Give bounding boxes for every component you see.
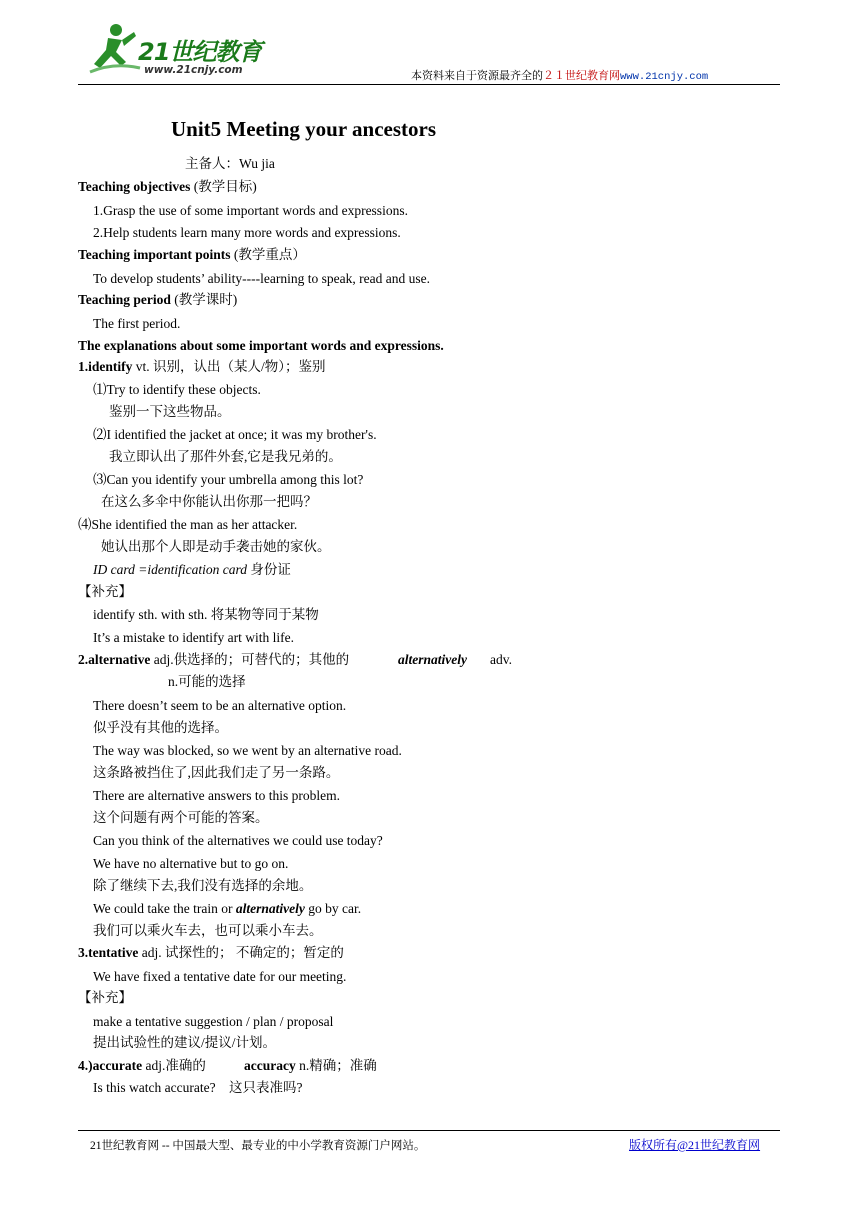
vocab-word: 3.tentative xyxy=(78,945,139,960)
vocab-definition-noun: n.可能的选择 xyxy=(168,674,246,689)
vocab-word: 1.identify xyxy=(78,359,133,374)
example-translation: 似乎没有其他的选择。 xyxy=(93,720,228,735)
vocab-derived-definition: n.精确；准确 xyxy=(295,1058,377,1073)
supplement-item: It’s a mistake to identify art with life. xyxy=(93,630,294,645)
supplement-label: 【补充】 xyxy=(78,584,132,599)
period-heading-en: Teaching period xyxy=(78,292,171,307)
example-sentence: There doesn’t seem to be an alternative option. xyxy=(93,698,347,713)
objectives-heading-en: Teaching objectives xyxy=(78,179,191,194)
example-sentence-part: go by car. xyxy=(304,901,362,916)
example-translation: 在这么多伞中你能认出你那一把吗？ xyxy=(101,494,317,509)
example-translation: 我立即认出了那件外套,它是我兄弟的。 xyxy=(109,449,342,464)
example-sentence: ⑶Can you identify your umbrella among this lot? xyxy=(93,472,364,487)
supplement-label: 【补充】 xyxy=(78,990,132,1005)
example-translation: 这条路被挡住了,因此我们走了另一条路。 xyxy=(93,765,340,780)
vocab-entry-accurate xyxy=(78,1057,206,1075)
important-points-heading-en: Teaching important points xyxy=(78,247,231,262)
vocab-entry-tentative xyxy=(78,944,344,962)
important-points-heading-cn: (教学重点） xyxy=(230,247,306,262)
vocab-entry-alternative xyxy=(78,651,349,669)
vocab-word: 4.)accurate xyxy=(78,1058,143,1073)
example-translation: 除了继续下去,我们没有选择的余地。 xyxy=(93,878,313,893)
example-sentence: There are alternative answers to this problem. xyxy=(93,788,341,803)
supplement-item: make a tentative suggestion / plan / proposal xyxy=(93,1014,334,1029)
objective-item: 2.Help students learn many more words and expressions. xyxy=(93,225,401,240)
header-note-url[interactable]: www.21cnjy.com xyxy=(620,71,709,83)
example-sentence xyxy=(93,900,361,918)
footer-copyright-link[interactable]: 版权所有@21世纪教育网 xyxy=(629,1138,761,1152)
objectives-heading-cn: (教学目标) xyxy=(190,179,257,194)
id-card-term: ID card =identification card xyxy=(93,562,247,577)
example-sentence: We have fixed a tentative date for our meeting. xyxy=(93,969,347,984)
vocab-definition: adj.准确的 xyxy=(142,1058,206,1073)
important-points-heading xyxy=(78,246,306,264)
example-sentence: We have no alternative but to go on. xyxy=(93,856,289,871)
period-heading-cn: (教学课时) xyxy=(170,292,238,307)
footer-text: 21世纪教育网 -- 中国最大型、最专业的中小学教育资源门户网站。 xyxy=(90,1140,426,1152)
example-sentence: Is this watch accurate? 这只表准吗? xyxy=(93,1080,303,1095)
important-points-text: To develop students’ ability----learning to speak, read and use. xyxy=(93,271,430,286)
runner-icon xyxy=(86,22,142,78)
example-sentence: Can you think of the alternatives we could use today? xyxy=(93,833,383,848)
vocab-entry-identify xyxy=(78,358,326,376)
header-note xyxy=(411,69,708,84)
page-title: Unit5 Meeting your ancestors xyxy=(171,117,436,141)
example-sentence: The way was blocked, so we went by an alternative road. xyxy=(93,743,402,758)
explanations-heading: The explanations about some important words and expressions. xyxy=(78,338,444,353)
logo-brand-text: 21世纪教育 xyxy=(138,38,262,66)
vocab-derived-pos: adv. xyxy=(490,652,512,667)
example-translation: 这个问题有两个可能的答案。 xyxy=(93,810,269,825)
supplement-item: identify sth. with sth. 将某物等同于某物 xyxy=(93,607,319,622)
logo-url-text: www.21cnjy.com xyxy=(144,64,243,76)
vocab-word: 2.alternative xyxy=(78,652,151,667)
objective-item: 1.Grasp the use of some important words and expressions. xyxy=(93,203,408,218)
example-sentence: ⑴Try to identify these objects. xyxy=(93,382,261,397)
vocab-derived-word: accuracy xyxy=(244,1058,296,1073)
id-card-translation: 身份证 xyxy=(246,562,291,577)
footer-divider xyxy=(78,1130,780,1131)
example-translation: 她认出那个人即是动手袭击她的家伙。 xyxy=(101,539,331,554)
id-card-note xyxy=(93,561,291,579)
supplement-item: 提出试验性的建议/提议/计划。 xyxy=(93,1035,277,1050)
header-note-prefix: 本资料来自于资源最齐全的 xyxy=(411,70,543,82)
author-line: 主备人：Wu jia xyxy=(185,156,275,171)
example-translation: 我们可以乘火车去，也可以乘小车去。 xyxy=(93,923,323,938)
site-logo xyxy=(86,22,286,80)
period-heading xyxy=(78,291,237,309)
example-sentence: ⑷She identified the man as her attacker. xyxy=(78,517,298,532)
example-keyword: alternatively xyxy=(235,901,305,916)
example-sentence: ⑵I identified the jacket at once; it was my brother's. xyxy=(93,427,377,442)
objectives-heading xyxy=(78,178,257,196)
vocab-definition: vt. 识别，认出（某人/物）；鉴别 xyxy=(132,359,326,374)
vocab-derived-word: alternatively xyxy=(398,652,467,667)
period-text: The first period. xyxy=(93,316,181,331)
example-sentence-part: We could take the train or xyxy=(93,901,236,916)
vocab-derived-entry xyxy=(244,1057,377,1075)
vocab-definition: adj. 试探性的； 不确定的；暂定的 xyxy=(138,945,344,960)
example-translation: 鉴别一下这些物品。 xyxy=(109,404,231,419)
header-note-site: ２１世纪教育网 xyxy=(543,70,620,82)
header-divider xyxy=(78,84,780,85)
vocab-definition: adj.供选择的；可替代的；其他的 xyxy=(150,652,350,667)
